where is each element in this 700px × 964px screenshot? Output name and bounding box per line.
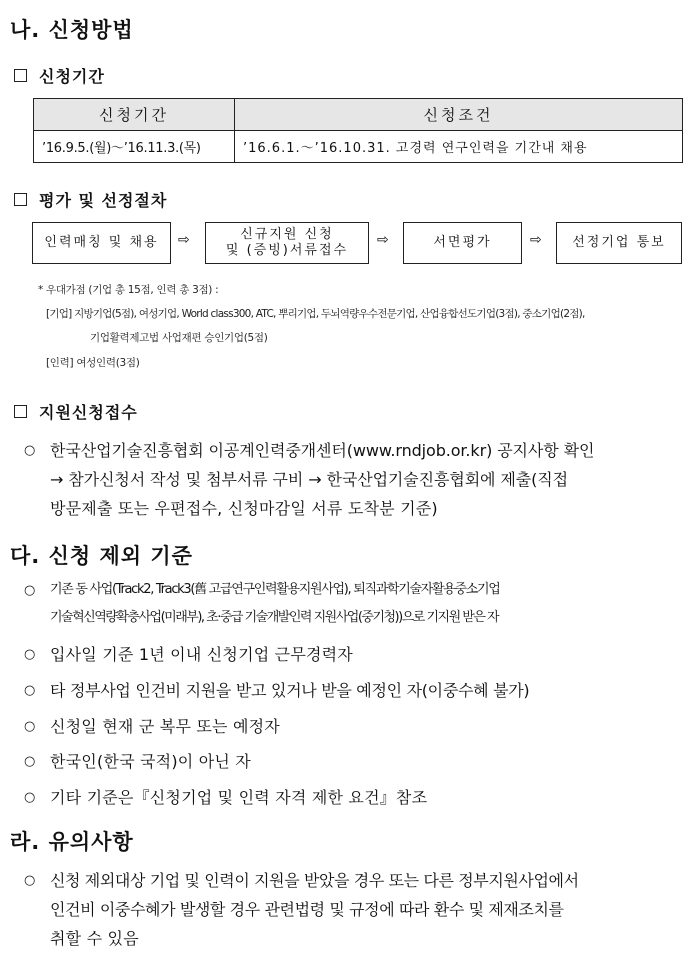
caution-text: [50, 866, 688, 953]
flow-step-label: 신규지원 신청: [240, 227, 334, 242]
period-table-condition-value: ’16.6.1.～’16.10.31. 고경력 연구인력을 기간내 채용: [235, 131, 683, 163]
section-title-da: 다. 신청 제외 기준: [10, 544, 193, 568]
flow-step-matching: [32, 222, 171, 264]
bonus-note-title: * 우대가점 (기업 총 15점, 인력 총 3점) :: [38, 284, 219, 296]
application-bullet: [24, 436, 688, 526]
circle-bullet-icon: ○: [24, 719, 36, 734]
exclusion-text: 타 정부사업 인건비 지원을 받고 있거나 받을 예정인 자(이중수혜 불가): [50, 681, 530, 700]
exclusion-item: [24, 747, 688, 777]
procedure-heading-text: 평가 및 선정절차: [39, 191, 168, 210]
flow-step-evaluation: [403, 222, 522, 264]
exclusion-line: 기술혁신역량확충사업(미래부), 초·중급 기술개발인력 지원사업(중기청))으로 기지원 받은 자: [50, 610, 499, 625]
application-line: → 참가신청서 작성 및 첨부서류 구비 → 한국산업기술진흥협회에 제출(직접: [50, 470, 568, 489]
exclusion-text: 신청일 현재 군 복무 또는 예정자: [50, 717, 280, 736]
exclusion-item: [24, 576, 688, 636]
circle-bullet-icon: ○: [24, 873, 36, 888]
period-table: [33, 98, 683, 163]
application-heading-text: 지원신청접수: [39, 403, 138, 422]
application-text: [50, 436, 688, 523]
flow-arrow-icon: ⇨: [530, 232, 542, 248]
exclusion-item: [24, 676, 688, 706]
exclusion-line: 기존 동 사업(Track2, Track3(舊 고급연구인력활용지원사업), 퇴직과학기술자활용중소기업: [50, 582, 500, 597]
period-table-row: [34, 131, 683, 163]
bonus-note-company-cont: 기업활력제고법 사업재편 승인기업(5점): [90, 332, 268, 344]
bonus-note-company: [기업] 지방기업(5점), 여성기업, World class300, ATC, 뿌리기업, 두뇌역량우수전문기업, 산업융합선도기업(3점), 중소기업(2점),: [46, 308, 585, 320]
period-table-header-condition: 신청조건: [235, 99, 683, 131]
flow-step-label: 서면평가: [433, 235, 492, 250]
circle-bullet-icon: ○: [24, 790, 36, 805]
caution-line: 인건비 이중수혜가 발생할 경우 관련법령 및 규정에 따라 환수 및 제재조치를: [50, 900, 564, 919]
exclusion-text: 한국인(한국 국적)이 아닌 자: [50, 752, 251, 771]
period-table-header-period: 신청기간: [34, 99, 235, 131]
application-heading: [14, 400, 138, 423]
exclusion-item: [24, 640, 688, 670]
caution-bullet: [24, 866, 688, 956]
period-table-period-value: ’16.9.5.(월)～’16.11.3.(목): [34, 131, 235, 163]
period-table-header-row: [34, 99, 683, 131]
circle-bullet-icon: ○: [24, 443, 36, 458]
section-title-na: 나. 신청방법: [10, 18, 134, 42]
circle-bullet-icon: ○: [24, 754, 36, 769]
bonus-note-person: [인력] 여성인력(3점): [46, 357, 140, 369]
flow-arrow-icon: ⇨: [377, 232, 389, 248]
square-bullet-icon: [14, 69, 27, 82]
application-line: 한국산업기술진흥협회 이공계인력중개센터(www.rndjob.or.kr) 공지사항 확인: [50, 441, 595, 460]
square-bullet-icon: [14, 193, 27, 206]
caution-line: 취할 수 있음: [50, 929, 139, 948]
exclusion-text: [50, 576, 688, 632]
period-heading: [14, 64, 105, 87]
period-heading-text: 신청기간: [39, 67, 105, 86]
section-title-ra: 라. 유의사항: [10, 830, 134, 854]
flow-step-label: 인력매칭 및 채용: [44, 235, 159, 250]
circle-bullet-icon: ○: [24, 583, 36, 598]
exclusion-item: [24, 783, 688, 813]
square-bullet-icon: [14, 405, 27, 418]
circle-bullet-icon: ○: [24, 683, 36, 698]
procedure-heading: [14, 188, 167, 211]
flow-step-label: 및 (증빙)서류접수: [225, 243, 349, 258]
exclusion-text: 기타 기준은『신청기업 및 인력 자격 제한 요건』참조: [50, 788, 428, 807]
flow-step-application: [205, 222, 369, 264]
flow-step-notification: [556, 222, 682, 264]
circle-bullet-icon: ○: [24, 647, 36, 662]
flow-arrow-icon: ⇨: [178, 232, 190, 248]
flow-step-label: 선정기업 통보: [572, 235, 666, 250]
application-line: 방문제출 또는 우편접수, 신청마감일 서류 도착분 기준): [50, 499, 438, 518]
caution-line: 신청 제외대상 기업 및 인력이 지원을 받았을 경우 또는 다른 정부지원사업에서: [50, 871, 579, 890]
exclusion-item: [24, 712, 688, 742]
exclusion-text: 입사일 기준 1년 이내 신청기업 근무경력자: [50, 645, 353, 664]
